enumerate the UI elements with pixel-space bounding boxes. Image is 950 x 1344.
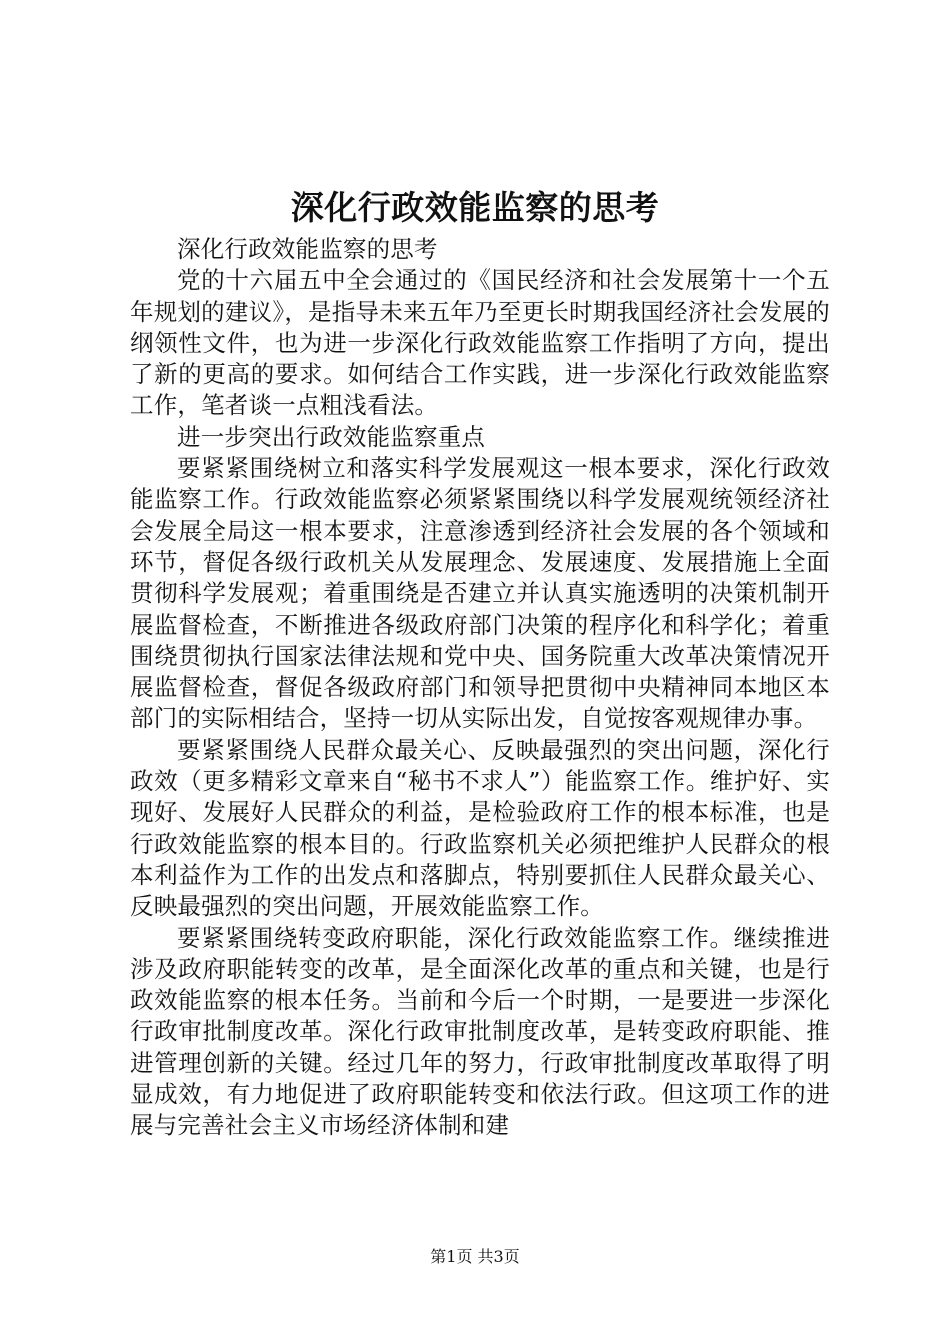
body-paragraph: 要紧紧围绕树立和落实科学发展观这一根本要求，深化行政效能监察工作。行政效能监察必须紧紧围绕以科学发展观统领经济社会发展全局这一根本要求，注意渗透到经济社会发展的各个领域和环节，督促各级行政机关从发展理念、发展速度、发展措施上全面贯彻科学发展观；着重围绕是否建立并认真实施透明的决策机制开展监督检查，不断推进各级政府部门决策的程序化和科学化；着重围绕贯彻执行国家法律法规和党中央、国务院重大改革决策情况开展监督检查，督促各级政府部门和领导把贯彻中央精神同本地区本部门的实际相结合，坚持一切从实际出发，自觉按客观规律办事。	[130, 454, 830, 733]
document-title: 深化行政效能监察的思考	[290, 188, 660, 227]
section-heading: 进一步突出行政效能监察重点	[177, 422, 486, 451]
body-paragraph: 要紧紧围绕人民群众最关心、反映最强烈的突出问题，深化行政效（更多精彩文章来自“秘书不求人”）能监察工作。维护好、实现好、发展好人民群众的利益，是检验政府工作的根本标准，也是行政效能监察的根本目的。行政监察机关必须把维护人民群众的根本利益作为工作的出发点和落脚点，特别要抓住人民群众最关心、反映最强烈的突出问题，开展效能监察工作。	[130, 735, 830, 921]
document-body	[130, 234, 830, 1142]
body-paragraph-heading: 深化行政效能监察的思考	[177, 235, 438, 263]
body-paragraph: 要紧紧围绕转变政府职能，深化行政效能监察工作。继续推进涉及政府职能转变的改革，是全面深化改革的重点和关键，也是行政效能监察的根本任务。当前和今后一个时期，一是要进一步深化行政审批制度改革。深化行政审批制度改革，是转变政府职能、推进管理创新的关键。经过几年的努力，行政审批制度改革取得了明显成效，有力地促进了政府职能转变和依法行政。但这项工作的进展与完善社会主义市场经济体制和建	[130, 923, 830, 1140]
body-paragraph: 党的十六届五中全会通过的《国民经济和社会发展第十一个五年规划的建议》，是指导未来五年乃至更长时期我国经济社会发展的纲领性文件，也为进一步深化行政效能监察工作指明了方向，提出了新的更高的要求。如何结合工作实践，进一步深化行政效能监察工作，笔者谈一点粗浅看法。	[130, 266, 830, 420]
page-footer: 第1页 共3页	[430, 1247, 520, 1266]
